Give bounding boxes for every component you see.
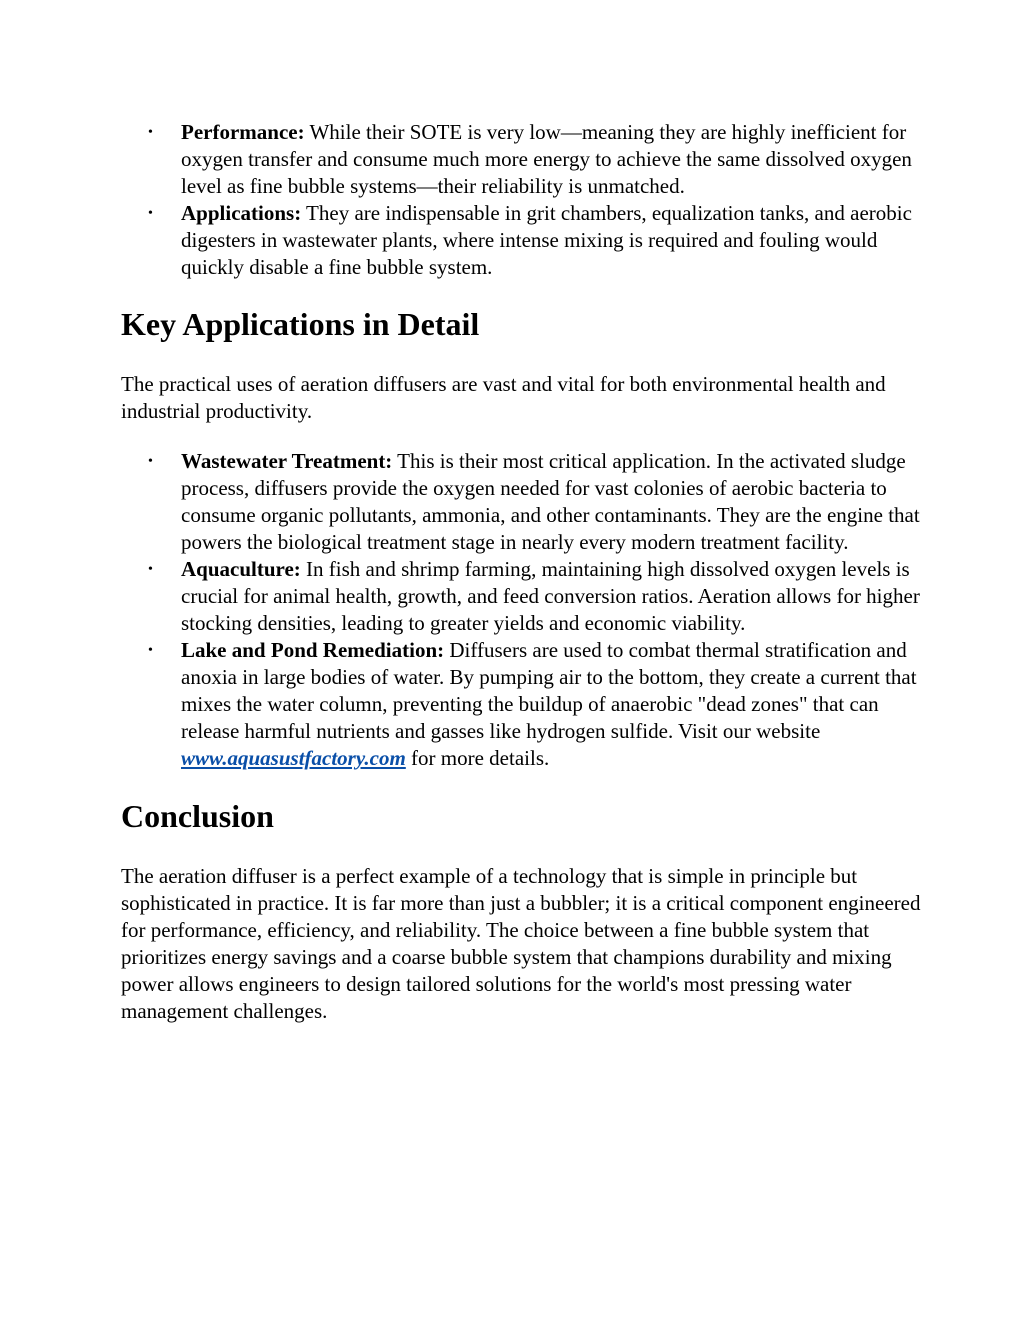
bullet-icon: • bbox=[148, 125, 153, 140]
list-item-term: Aquaculture: bbox=[181, 557, 301, 581]
list-item-lake-pond bbox=[148, 637, 921, 772]
key-applications-list bbox=[121, 448, 921, 772]
conclusion-paragraph: The aeration diffuser is a perfect example of a technology that is simple in principle but sophisticated in practice. It is far more than just a bubbler; it is a critical component engineered for performance, efficiency, and reliability. The choice between a fine bubble system that prioritizes energy savings and a coarse bubble system that champions durability and mixing power allows engineers to design tailored solutions for the world's most pressing water management challenges. bbox=[121, 864, 921, 1023]
list-item-text: Diffusers are used to combat thermal stratification and anoxia in large bodies of water. By pumping air to the bottom, they create a current that mixes the water column, preventing the buildup of anaerobic "dead zones" that can release harmful nutrients and gasses like hydrogen sulfide. Visit our website bbox=[181, 638, 917, 743]
list-item-applications bbox=[148, 200, 921, 281]
bullet-icon: • bbox=[148, 206, 153, 221]
list-item-text: They are indispensable in grit chambers, equalization tanks, and aerobic digesters in wastewater plants, where intense mixing is required and fouling would quickly disable a fine bubble system. bbox=[181, 201, 912, 279]
list-item-text: While their SOTE is very low—meaning they are highly inefficient for oxygen transfer and consume much more energy to achieve the same dissolved oxygen level as fine bubble systems—their reliability is unmatched. bbox=[181, 120, 912, 198]
document-content bbox=[121, 119, 921, 1025]
list-item-text: This is their most critical application. In the activated sludge process, diffusers provide the oxygen needed for vast colonies of aerobic bacteria to consume organic pollutants, ammonia, and other contaminants. They are the engine that powers the biological treatment stage in nearly every modern treatment facility. bbox=[181, 449, 920, 554]
top-bullet-list bbox=[121, 119, 921, 281]
bullet-icon: • bbox=[148, 454, 153, 469]
list-item-term: Lake and Pond Remediation: bbox=[181, 638, 445, 662]
list-item-wastewater bbox=[148, 448, 921, 556]
key-applications-intro: The practical uses of aeration diffusers are vast and vital for both environmental health and industrial productivity. bbox=[121, 372, 886, 423]
list-item-term: Wastewater Treatment: bbox=[181, 449, 393, 473]
heading-key-applications: Key Applications in Detail bbox=[121, 306, 480, 342]
bullet-icon: • bbox=[148, 562, 153, 577]
list-item-term: Performance: bbox=[181, 120, 305, 144]
list-item-performance bbox=[148, 119, 921, 200]
bullet-icon: • bbox=[148, 643, 153, 658]
heading-conclusion: Conclusion bbox=[121, 798, 274, 834]
list-item-text-after: for more details. bbox=[405, 746, 550, 770]
list-item-text: In fish and shrimp farming, maintaining high dissolved oxygen levels is crucial for animal health, growth, and feed conversion ratios. Aeration allows for higher stocking densities, leading to greater yields and economic viability. bbox=[181, 557, 920, 635]
website-link[interactable]: www.aquasustfactory.com bbox=[181, 746, 406, 770]
list-item-aquaculture bbox=[148, 556, 921, 637]
list-item-term: Applications: bbox=[181, 201, 302, 225]
